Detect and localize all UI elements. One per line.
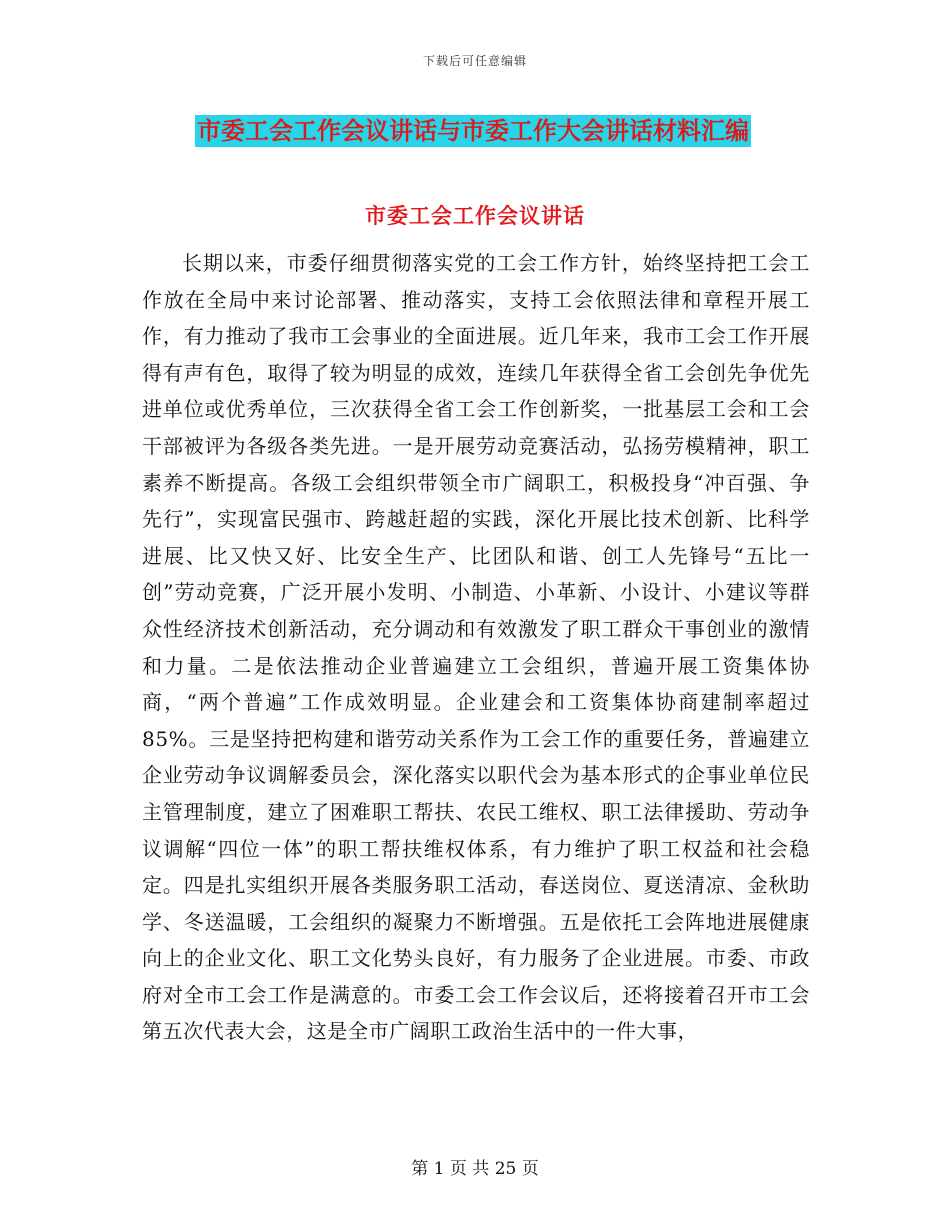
footer-suffix: 页 bbox=[521, 1159, 539, 1179]
section-title: 市委工会工作会议讲话 bbox=[365, 203, 585, 228]
page-footer bbox=[0, 1154, 950, 1179]
footer-page-current: 1 bbox=[433, 1159, 445, 1179]
footer-middle: 页 共 bbox=[449, 1159, 490, 1179]
footer-page-total: 25 bbox=[494, 1159, 517, 1179]
body-paragraph: 长期以来，市委仔细贯彻落实党的工会工作方针，始终坚持把工会工作放在全局中来讨论部署、推动落实，支持工会依照法律和章程开展工作，有力推动了我市工会事业的全面进展。近几年来，我市工会工作开展得有声有色，取得了较为明显的成效，连续几年获得全省工会创先争优先进单位或优秀单位，三次获得全省工会工作创新奖，一批基层工会和工会干部被评为各级各类先进。一是开展劳动竞赛活动，弘扬劳模精神，职工素养不断提高。各级工会组织带领全市广阔职工，积极投身“冲百强、争先行”，实现富民强市、跨越赶超的实践，深化开展比技术创新、比科学进展、比又快又好、比安全生产、比团队和谐、创工人先锋号“五比一创”劳动竞赛，广泛开展小发明、小制造、小革新、小设计、小建议等群众性经济技术创新活动，充分调动和有效激发了职工群众干事创业的激情和力量。二是依法推动企业普遍建立工会组织，普遍开展工资集体协商，“两个普遍”工作成效明显。企业建会和工资集体协商建制率超过85%。三是坚持把构建和谐劳动关系作为工会工作的重要任务，普遍建立企业劳动争议调解委员会，深化落实以职代会为基本形式的企事业单位民主管理制度，建立了困难职工帮扶、农民工维权、职工法律援助、劳动争议调解“四位一体”的职工帮扶维权体系，有力维护了职工权益和社会稳定。四是扎实组织开展各类服务职工活动，春送岗位、夏送清凉、金秋助学、冬送温暖，工会组织的凝聚力不断增强。五是依托工会阵地进展健康向上的企业文化、职工文化势头良好，有力服务了企业进展。市委、市政府对全市工会工作是满意的。市委工会工作会议后，还将接着召开市工会第五次代表大会，这是全市广阔职工政治生活中的一件大事， bbox=[142, 251, 810, 1044]
header-note: 下载后可任意编辑 bbox=[422, 54, 527, 68]
document-title: 市委工会工作会议讲话与市委工作大会讲话材料汇编 bbox=[197, 116, 749, 145]
footer-prefix: 第 bbox=[411, 1159, 429, 1179]
